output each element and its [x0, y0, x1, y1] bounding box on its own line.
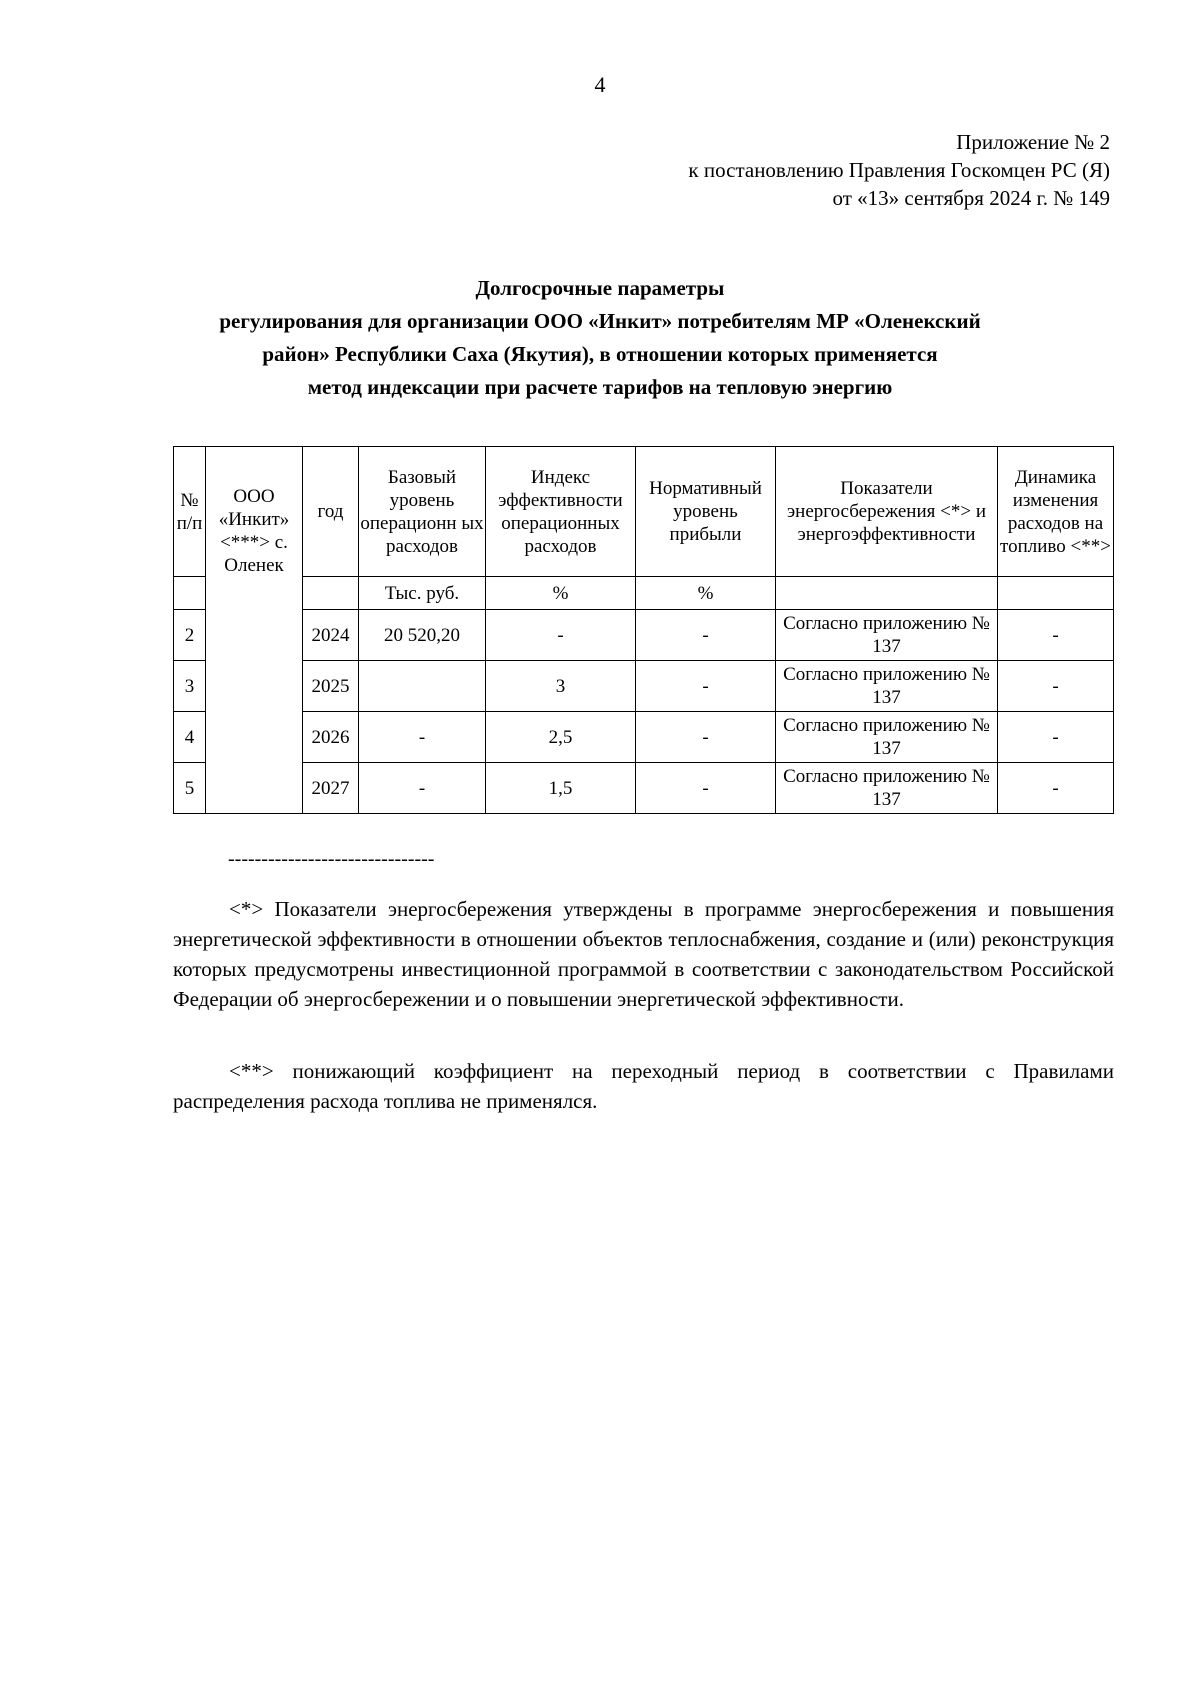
header-year: год — [303, 447, 359, 577]
parameters-table — [173, 446, 1114, 814]
table-row — [174, 712, 1114, 763]
title-line-2: регулирования для организации ООО «Инкит» потребителям МР «Оленекский — [219, 309, 981, 333]
row-base: 20 520,20 — [359, 610, 486, 661]
row-energy: Согласно приложению № 137 — [776, 712, 998, 763]
document-title — [150, 272, 1050, 404]
units-fuel — [998, 577, 1114, 610]
row-num: 3 — [174, 661, 206, 712]
row-index: 1,5 — [486, 763, 636, 814]
row-profit: - — [636, 610, 776, 661]
row-energy: Согласно приложению № 137 — [776, 661, 998, 712]
footnote-separator: ------------------------------- — [228, 848, 435, 870]
row-year: 2024 — [303, 610, 359, 661]
units-base: Тыс. руб. — [359, 577, 486, 610]
row-year: 2026 — [303, 712, 359, 763]
title-line-4: метод индексации при расчете тарифов на тепловую энергию — [307, 375, 893, 399]
row-index: 3 — [486, 661, 636, 712]
row-index: - — [486, 610, 636, 661]
appendix-line-2: к постановлению Правления Госкомцен РС (Я) — [688, 158, 1110, 182]
row-year: 2027 — [303, 763, 359, 814]
row-fuel: - — [998, 712, 1114, 763]
row-index: 2,5 — [486, 712, 636, 763]
units-num — [174, 577, 206, 610]
row-base: - — [359, 763, 486, 814]
row-fuel: - — [998, 661, 1114, 712]
row-num: 4 — [174, 712, 206, 763]
header-base-expenses: Базовый уровень операционн ых расходов — [359, 447, 486, 577]
row-profit: - — [636, 661, 776, 712]
row-profit: - — [636, 763, 776, 814]
footnote-energy-saving: <*> Показатели энергосбережения утверждены в программе энергосбережения и повышения энергетической эффективности в отношении объектов теплоснабжения, создание и (или) реконструкция которых предусмотрены инвестиционной программой в соответствии с законодательством Российской Федерации об энергосбережении и о повышении энергетической эффективности. — [173, 897, 1114, 1011]
footnote-fuel-coefficient: <**> понижающий коэффициент на переходный период в соответствии с Правилами распределения расхода топлива не применялся. — [173, 1059, 1114, 1113]
table-row — [174, 763, 1114, 814]
title-line-3: район» Республики Саха (Якутия), в отношении которых применяется — [262, 342, 938, 366]
header-num: № п/п — [174, 447, 206, 577]
units-profit: % — [636, 577, 776, 610]
row-fuel: - — [998, 610, 1114, 661]
units-year — [303, 577, 359, 610]
row-base: - — [359, 712, 486, 763]
appendix-line-3: от «13» сентября 2024 г. № 149 — [832, 186, 1110, 210]
units-row — [174, 577, 1114, 610]
row-profit: - — [636, 712, 776, 763]
row-energy: Согласно приложению № 137 — [776, 763, 998, 814]
units-index: % — [486, 577, 636, 610]
appendix-line-1: Приложение № 2 — [956, 130, 1110, 154]
row-num: 2 — [174, 610, 206, 661]
header-fuel-dynamics: Динамика изменения расходов на топливо <**> — [998, 447, 1114, 577]
row-fuel: - — [998, 763, 1114, 814]
header-profit-level: Нормативный уровень прибыли — [636, 447, 776, 577]
table-row — [174, 610, 1114, 661]
row-num: 5 — [174, 763, 206, 814]
row-energy: Согласно приложению № 137 — [776, 610, 998, 661]
header-efficiency-index: Индекс эффективности операционных расходов — [486, 447, 636, 577]
row-base — [359, 661, 486, 712]
org-name-cell: ООО «Инкит» <***> с. Оленек — [206, 447, 303, 814]
units-energy — [776, 577, 998, 610]
page-number: 4 — [594, 72, 606, 97]
row-year: 2025 — [303, 661, 359, 712]
header-row — [174, 447, 1114, 577]
header-energy-saving: Показатели энергосбережения <*> и энергоэффективности — [776, 447, 998, 577]
title-line-1: Долгосрочные параметры — [475, 276, 725, 300]
appendix-reference — [410, 128, 1110, 212]
table-row — [174, 661, 1114, 712]
